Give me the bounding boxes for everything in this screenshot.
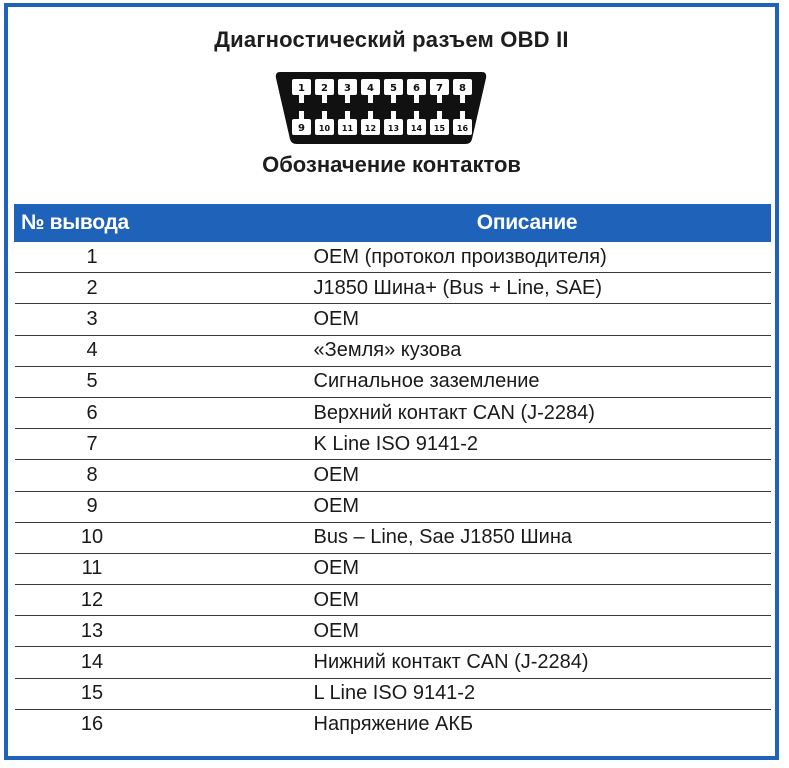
table-row xyxy=(15,429,771,460)
connector-pin-label: 8 xyxy=(459,83,466,94)
connector-pin-label: 4 xyxy=(367,83,374,94)
connector-pin-label: 13 xyxy=(387,124,400,133)
pin-number: 5 xyxy=(15,366,188,397)
pinout-table xyxy=(14,204,771,740)
pin-description: Сигнальное заземление xyxy=(188,366,771,397)
table-row xyxy=(15,522,771,553)
table-row xyxy=(15,647,771,678)
pin-number: 1 xyxy=(15,242,188,273)
column-header-pin: № вывода xyxy=(15,205,188,242)
table-header-row xyxy=(15,205,771,242)
pin-description: Нижний контакт CAN (J-2284) xyxy=(188,647,771,678)
table-row xyxy=(15,553,771,584)
pin-description: OEM xyxy=(188,460,771,491)
connector-pin-label: 1 xyxy=(298,83,305,94)
pin-number: 16 xyxy=(15,709,188,740)
pin-number: 4 xyxy=(15,335,188,366)
table-row xyxy=(15,335,771,366)
pin-description: K Line ISO 9141-2 xyxy=(188,429,771,460)
pin-number: 6 xyxy=(15,397,188,428)
connector-pin-label: 14 xyxy=(410,124,423,133)
pin-description: Напряжение АКБ xyxy=(188,709,771,740)
pin-number: 11 xyxy=(15,553,188,584)
table-row xyxy=(15,585,771,616)
table-row xyxy=(15,273,771,304)
pin-number: 13 xyxy=(15,616,188,647)
connector-pin-label: 2 xyxy=(321,83,328,94)
pin-number: 8 xyxy=(15,460,188,491)
page-title: Диагностический разъем OBD II xyxy=(214,27,569,52)
pin-number: 14 xyxy=(15,647,188,678)
pin-number: 15 xyxy=(15,678,188,709)
pin-description: «Земля» кузова xyxy=(188,335,771,366)
connector-pin-label: 11 xyxy=(341,124,354,133)
connector-pin-label: 6 xyxy=(413,83,420,94)
pin-number: 2 xyxy=(15,273,188,304)
table-row xyxy=(15,616,771,647)
pin-number: 3 xyxy=(15,304,188,335)
table-row xyxy=(15,709,771,740)
pin-description: J1850 Шина+ (Bus + Line, SAE) xyxy=(188,273,771,304)
pin-description: Верхний контакт CAN (J-2284) xyxy=(188,397,771,428)
connector-pin-label: 10 xyxy=(318,124,331,133)
connector-pin-label: 5 xyxy=(390,83,397,94)
pin-number: 12 xyxy=(15,585,188,616)
table-row xyxy=(15,242,771,273)
page-subtitle: Обозначение контактов xyxy=(262,152,521,177)
connector-pin-label: 7 xyxy=(436,83,443,94)
connector-pin-label: 15 xyxy=(433,124,446,133)
table-row xyxy=(15,460,771,491)
pin-number: 10 xyxy=(15,522,188,553)
pin-number: 7 xyxy=(15,429,188,460)
pin-description: OEM xyxy=(188,616,771,647)
pin-description: L Line ISO 9141-2 xyxy=(188,678,771,709)
pin-number: 9 xyxy=(15,491,188,522)
connector-pin-label: 16 xyxy=(456,124,469,133)
pin-description: OEM xyxy=(188,585,771,616)
column-header-description: Описание xyxy=(188,205,771,242)
connector-pin-label: 3 xyxy=(344,83,351,94)
table-row xyxy=(15,366,771,397)
table-row xyxy=(15,491,771,522)
table-row xyxy=(15,397,771,428)
connector-pin-label: 12 xyxy=(364,124,377,133)
pin-description: OEM xyxy=(188,304,771,335)
connector-pin-label: 9 xyxy=(298,123,305,134)
pin-description: Bus – Line, Sae J1850 Шина xyxy=(188,522,771,553)
pin-description: OEM xyxy=(188,553,771,584)
table-row xyxy=(15,678,771,709)
table-row xyxy=(15,304,771,335)
pin-description: OEM (протокол производителя) xyxy=(188,242,771,273)
pin-description: OEM xyxy=(188,491,771,522)
obd-connector-diagram xyxy=(274,69,488,147)
